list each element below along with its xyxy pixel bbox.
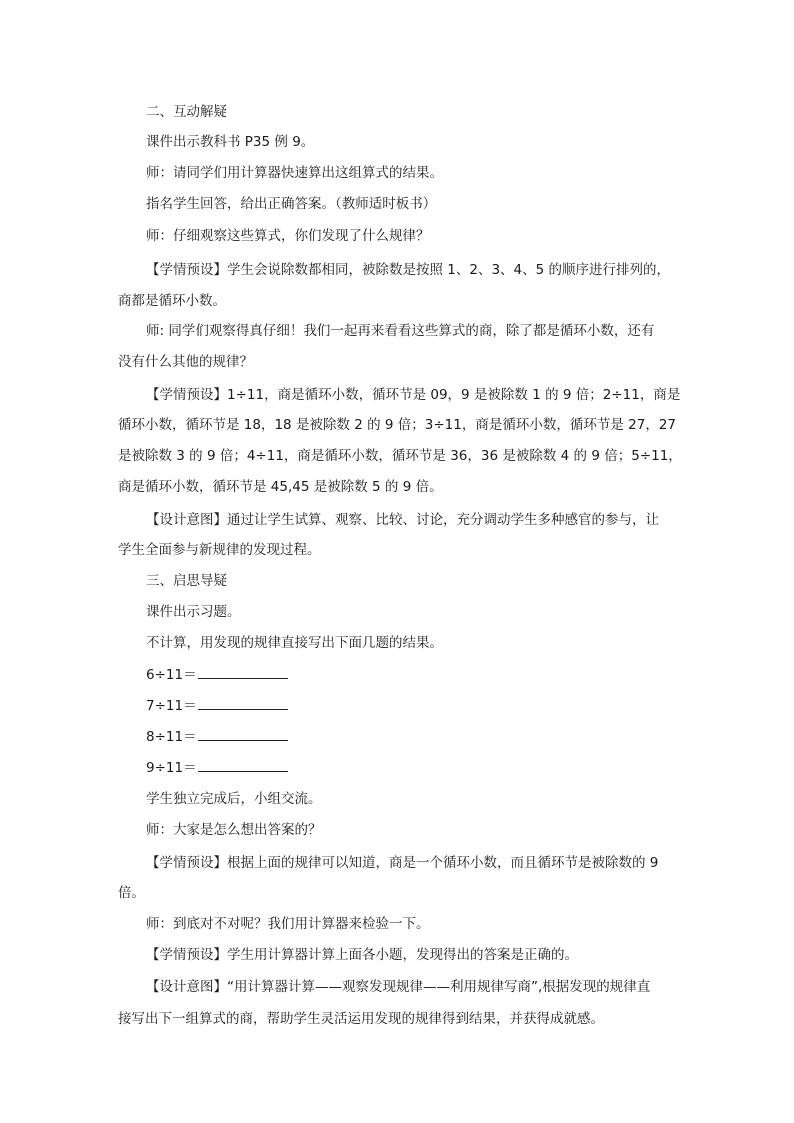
paragraph: 倍。 bbox=[118, 885, 145, 901]
paragraph: 学生独立完成后，小组交流。 bbox=[146, 791, 322, 807]
paragraph: 师：仔细观察这些算式，你们发现了什么规律？ bbox=[146, 228, 430, 244]
exercise-line bbox=[146, 722, 288, 752]
paragraph: 师：大家是怎么想出答案的？ bbox=[146, 822, 322, 838]
section-heading-2: 二、互动解疑 bbox=[146, 104, 227, 120]
paragraph: 【学情预设】1÷11，商是循环小数，循环节是 09，9 是被除数 1 的 9 倍；2÷11，商是 bbox=[146, 387, 681, 403]
paragraph: 商是循环小数，循环节是 45,45 是被除数 5 的 9 倍。 bbox=[118, 479, 443, 495]
paragraph: 【设计意图】通过让学生试算、观察、比较、讨论，充分调动学生多种感官的参与，让 bbox=[146, 512, 659, 528]
paragraph: 师: 同学们观察得真仔细！我们一起再来看看这些算式的商，除了都是循环小数，还有 bbox=[146, 323, 655, 339]
answer-blank[interactable] bbox=[198, 726, 288, 741]
paragraph: 课件出示教科书 P35 例 9。 bbox=[146, 134, 315, 150]
paragraph: 【学情预设】学生会说除数都相同，被除数是按照 1、2、3、4、5 的顺序进行排列的， bbox=[146, 262, 671, 278]
exercise-expression: 7÷11＝ bbox=[146, 698, 197, 714]
paragraph: 没有什么其他的规律？ bbox=[118, 354, 253, 370]
paragraph: 课件出示习题。 bbox=[146, 604, 241, 620]
answer-blank[interactable] bbox=[198, 664, 288, 679]
exercise-expression: 9÷11＝ bbox=[146, 760, 197, 776]
paragraph: 商都是循环小数。 bbox=[118, 293, 226, 309]
exercise-line bbox=[146, 691, 288, 721]
paragraph: 循环小数，循环节是 18，18 是被除数 2 的 9 倍；3÷11，商是循环小数，循环节是 27，27 bbox=[118, 417, 677, 433]
answer-blank[interactable] bbox=[198, 757, 288, 772]
paragraph: 指名学生回答，给出正确答案。（教师适时板书） bbox=[146, 196, 437, 212]
exercise-expression: 8÷11＝ bbox=[146, 729, 197, 745]
paragraph: 学生全面参与新规律的发现过程。 bbox=[118, 542, 321, 558]
exercise-expression: 6÷11＝ bbox=[146, 667, 197, 683]
paragraph: 【设计意图】“用计算器计算——观察发现规律——利用规律写商”,根据发现的规律直 bbox=[146, 979, 651, 995]
section-heading-3: 三、启思导疑 bbox=[146, 573, 227, 589]
paragraph: 【学情预设】根据上面的规律可以知道，商是一个循环小数，而且循环节是被除数的 9 bbox=[146, 855, 659, 871]
exercise-line bbox=[146, 660, 288, 690]
answer-blank[interactable] bbox=[198, 695, 288, 710]
paragraph: 是被除数 3 的 9 倍；4÷11，商是循环小数，循环节是 36，36 是被除数 4 的 9 倍；5÷11， bbox=[118, 448, 682, 464]
paragraph: 师：请同学们用计算器快速算出这组算式的结果。 bbox=[146, 165, 443, 181]
paragraph: 不计算，用发现的规律直接写出下面几题的结果。 bbox=[146, 635, 443, 651]
paragraph: 【学情预设】学生用计算器计算上面各小题，发现得出的答案是正确的。 bbox=[146, 947, 578, 963]
paragraph: 师：到底对不对呢？我们用计算器来检验一下。 bbox=[146, 916, 430, 932]
exercise-line bbox=[146, 753, 288, 783]
paragraph: 接写出下一组算式的商，帮助学生灵活运用发现的规律得到结果，并获得成就感。 bbox=[118, 1011, 604, 1027]
